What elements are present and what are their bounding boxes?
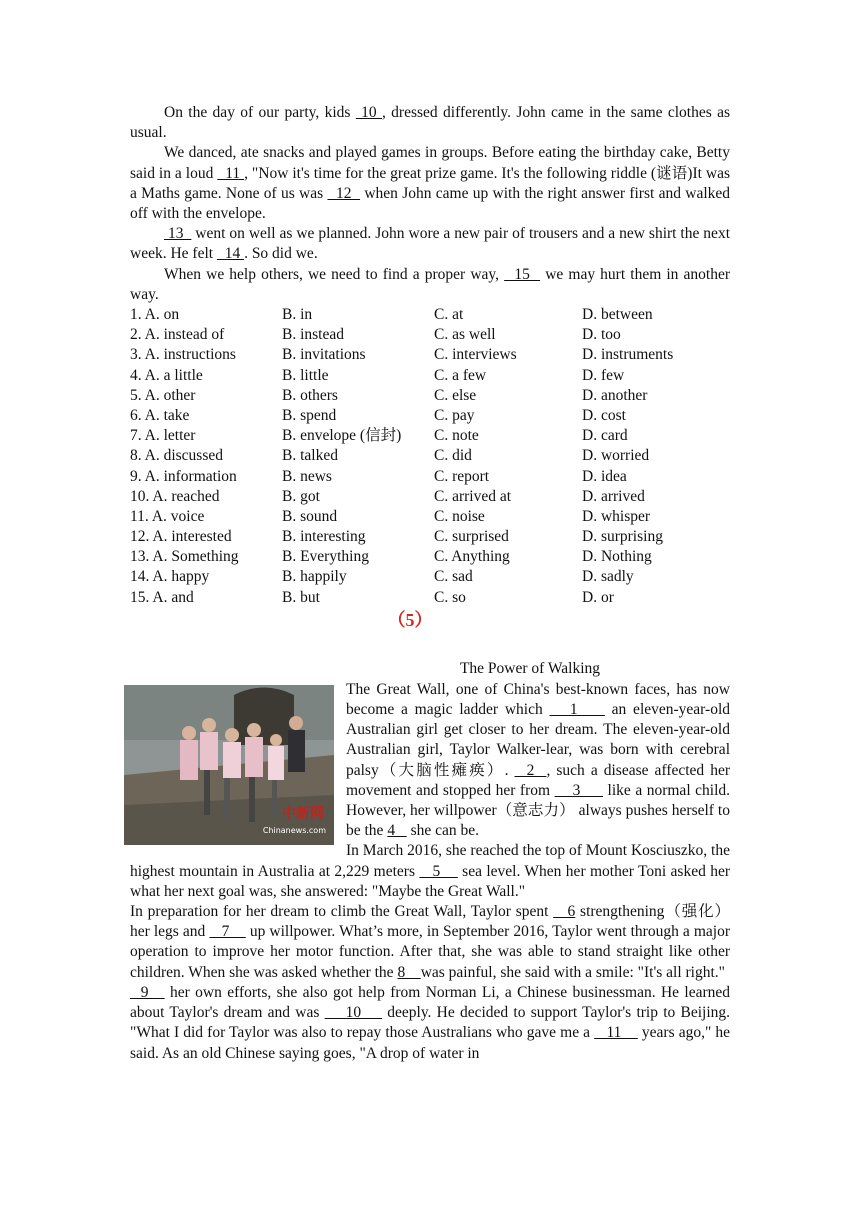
option-b[interactable]: B. Everything — [282, 548, 369, 566]
text: went on well as we planned. John wore a new pair of trousers and a new shirt the next week. He felt — [130, 225, 730, 263]
option-row — [130, 305, 730, 325]
option-row — [130, 588, 730, 608]
option-c[interactable]: C. pay — [434, 406, 475, 424]
option-b[interactable]: B. interesting — [282, 528, 366, 546]
blank-6[interactable]: 6 — [553, 903, 576, 921]
blank-14[interactable]: 14 — [216, 245, 245, 263]
text: when John came up with the right answer first and walked off with the envelope. — [130, 184, 731, 223]
text: like a normal child. However, her willpower（意志力） always pushes herself to be the — [346, 781, 731, 840]
option-row — [130, 567, 730, 587]
option-d[interactable]: D. worried — [582, 447, 650, 465]
option-c[interactable]: C. interviews — [434, 346, 517, 364]
option-row — [130, 467, 730, 487]
option-d[interactable]: D. cost — [582, 406, 626, 424]
text: she can be. — [406, 822, 480, 840]
option-b[interactable]: B. invitations — [282, 346, 366, 364]
option-row — [130, 446, 730, 466]
text: , "Now it's time for the great prize game. It's the following riddle (谜语)It was a Maths game. None of us was — [130, 164, 730, 202]
option-a[interactable]: 4. A. a little — [130, 366, 203, 384]
option-b[interactable]: B. in — [282, 306, 313, 324]
option-a[interactable]: 10. A. reached — [130, 487, 220, 505]
blank-10b[interactable]: 10 — [324, 1004, 383, 1022]
option-d[interactable]: D. another — [582, 386, 648, 404]
blank-1[interactable]: 1 — [549, 701, 605, 719]
great-wall-photo — [124, 685, 334, 845]
paragraph-5-4 — [130, 983, 730, 1064]
option-b[interactable]: B. spend — [282, 406, 337, 424]
option-row — [130, 507, 730, 527]
option-d[interactable]: D. whisper — [582, 507, 651, 525]
option-d[interactable]: D. sadly — [582, 568, 634, 586]
paragraph-3 — [130, 224, 730, 264]
paragraph-5-3 — [130, 902, 730, 983]
text: When we help others, we need to find a proper way, — [164, 265, 500, 283]
option-c[interactable]: C. report — [434, 467, 490, 485]
option-b[interactable]: B. sound — [282, 507, 338, 525]
option-row — [130, 527, 730, 547]
option-b[interactable]: B. instead — [282, 326, 344, 344]
text: , such a disease affected her movement and stopped her from — [346, 761, 731, 799]
section-label: （5） — [387, 609, 433, 630]
text: years ago," he said. As an old Chinese saying goes, "A drop of water in — [130, 1024, 731, 1062]
option-row — [130, 487, 730, 507]
option-d[interactable]: D. few — [582, 366, 625, 384]
blank-15[interactable]: 15 — [504, 265, 541, 283]
option-row — [130, 406, 730, 426]
watermark-site: Chinanews.com — [262, 825, 326, 835]
option-c[interactable]: C. arrived at — [434, 487, 512, 505]
paragraph-5-2 — [130, 841, 730, 902]
text: an eleven-year-old Australian girl get closer to her dream. The eleven-year-old Australian girl, Taylor Walker-lear, was born with cerebral palsy（大脑性瘫痪）. — [346, 701, 730, 779]
option-a[interactable]: 8. A. discussed — [130, 447, 223, 465]
option-b[interactable]: B. news — [282, 467, 332, 485]
option-row — [130, 366, 730, 386]
blank-9[interactable]: 9 — [130, 983, 165, 1001]
blank-13[interactable]: 13 — [164, 225, 192, 243]
option-d[interactable]: D. surprising — [582, 528, 663, 546]
option-a[interactable]: 9. A. information — [130, 467, 237, 485]
option-c[interactable]: C. note — [434, 427, 479, 445]
text: up willpower. What’s more, in September 2016, Taylor went through a major operation to improve her motor function. After that, she was able to stand straight like other children. When she was asked whether the — [130, 923, 731, 981]
text: we may hurt them in another way. — [130, 265, 731, 303]
option-c[interactable]: C. else — [434, 386, 477, 404]
option-b[interactable]: B. others — [282, 386, 338, 404]
option-row — [130, 386, 730, 406]
option-a[interactable]: 6. A. take — [130, 406, 190, 424]
option-b[interactable]: B. got — [282, 487, 320, 505]
option-b[interactable]: B. envelope (信封) — [282, 427, 402, 445]
blank-11[interactable]: 11 — [217, 164, 245, 182]
option-a[interactable]: 12. A. interested — [130, 528, 232, 546]
text: The Great Wall, one of China's best-known faces, has now become a magic ladder which — [346, 680, 730, 719]
option-a[interactable]: 15. A. and — [130, 588, 194, 606]
option-a[interactable]: 7. A. letter — [130, 427, 196, 445]
option-row — [130, 426, 730, 446]
option-d[interactable]: D. Nothing — [582, 548, 652, 566]
option-a[interactable]: 1. A. on — [130, 306, 180, 324]
option-c[interactable]: C. as well — [434, 326, 496, 344]
text: On the day of our party, kids — [164, 104, 351, 121]
option-c[interactable]: C. sad — [434, 568, 473, 586]
text: deeply. He decided to support Taylor's trip to Beijing. "What I did for Taylor was also to repay those Australians who gave me a — [130, 1004, 731, 1042]
passage-title: The Power of Walking — [459, 659, 601, 677]
option-a[interactable]: 2. A. instead of — [130, 326, 225, 344]
text: , dressed differently. John came in the same clothes as usual. — [130, 104, 731, 142]
text: In preparation for her dream to climb the Great Wall, Taylor spent — [130, 903, 549, 921]
option-a[interactable]: 3. A. instructions — [130, 346, 236, 364]
blank-2[interactable]: 2 — [514, 761, 547, 779]
blank-5[interactable]: 5 — [419, 862, 458, 880]
blank-8[interactable]: 8 — [397, 963, 421, 981]
option-b[interactable]: B. but — [282, 588, 320, 606]
text: We danced, ate snacks and played games in groups. Before eating the birthday cake, Betty said in a loud — [130, 144, 730, 182]
blank-7[interactable]: 7 — [209, 923, 246, 941]
passage-5 — [130, 680, 730, 1064]
option-a[interactable]: 13. A. Something — [130, 548, 239, 566]
option-b[interactable]: B. happily — [282, 568, 347, 586]
text: In March 2016, she reached the top of Mount Kosciuszko, the highest mountain in Australia at 2,229 meters — [130, 842, 730, 880]
paragraph-2 — [130, 143, 730, 224]
options-table — [130, 305, 730, 608]
option-a[interactable]: 14. A. happy — [130, 568, 210, 586]
text: was painful, she said with a smile: "It's all right." — [420, 963, 725, 981]
option-c[interactable]: C. noise — [434, 507, 485, 525]
option-c[interactable]: C. surprised — [434, 528, 509, 546]
option-d[interactable]: D. too — [582, 326, 621, 344]
text: . So did we. — [244, 245, 318, 263]
option-c[interactable]: C. a few — [434, 366, 487, 384]
blank-4[interactable]: 4 — [387, 822, 407, 840]
option-a[interactable]: 5. A. other — [130, 386, 196, 404]
option-d[interactable]: D. card — [582, 427, 628, 445]
blank-11b[interactable]: 11 — [594, 1024, 638, 1042]
option-d[interactable]: D. arrived — [582, 487, 645, 505]
option-row — [130, 345, 730, 365]
option-row — [130, 547, 730, 567]
page-content — [130, 103, 730, 1064]
option-c[interactable]: C. at — [434, 306, 464, 324]
option-a[interactable]: 11. A. voice — [130, 507, 205, 525]
option-d[interactable]: D. idea — [582, 467, 627, 485]
paragraph-1 — [130, 103, 730, 143]
option-d[interactable]: D. between — [582, 306, 653, 324]
blank-10[interactable]: 10 — [355, 104, 382, 121]
option-c[interactable]: C. did — [434, 447, 472, 465]
option-d[interactable]: D. or — [582, 588, 614, 606]
option-c[interactable]: C. Anything — [434, 548, 510, 566]
option-b[interactable]: B. talked — [282, 447, 338, 465]
paragraph-4 — [130, 265, 730, 305]
watermark-logo: 中新网 — [282, 805, 324, 822]
option-b[interactable]: B. little — [282, 366, 329, 384]
text: strengthening（强化） her legs and — [130, 903, 731, 941]
blank-12[interactable]: 12 — [327, 184, 361, 202]
text: her own efforts, she also got help from Norman Li, a Chinese businessman. He learned about Taylor's dream and was — [130, 983, 730, 1022]
option-c[interactable]: C. so — [434, 588, 466, 606]
option-d[interactable]: D. instruments — [582, 346, 674, 364]
blank-3[interactable]: 3 — [554, 781, 604, 799]
option-row — [130, 325, 730, 345]
text: sea level. When her mother Toni asked her what her next goal was, she answered: "Maybe the Great Wall." — [130, 862, 731, 900]
